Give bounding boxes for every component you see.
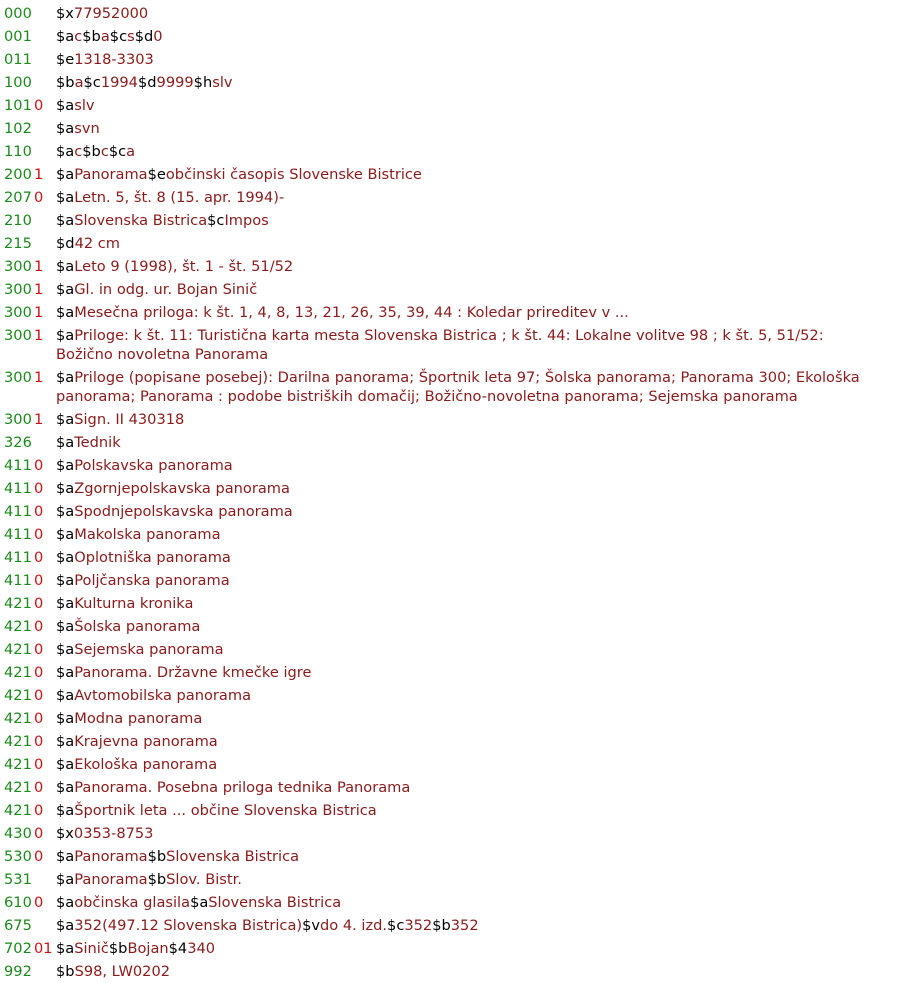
subfield-code: $a (56, 457, 75, 474)
subfield-code: $a (56, 641, 75, 658)
subfield-value: Avtomobilska panorama (74, 687, 252, 704)
subfield-code: $a (56, 756, 75, 773)
subfield-value: Panorama (74, 871, 148, 888)
subfield-value: Kulturna kronika (74, 595, 194, 612)
field-indicator: 0 (34, 802, 44, 819)
field-tag: 411 (4, 480, 32, 497)
field-indicator: 1 (34, 258, 44, 275)
field-tag: 421 (4, 779, 32, 796)
field-content (56, 368, 900, 406)
subfield-value: Leto 9 (1998), št. 1 - št. 51/52 (74, 258, 294, 275)
field-tag: 992 (4, 963, 32, 980)
field-indicator: 0 (34, 457, 44, 474)
subfield-value: 1318-3303 (74, 51, 154, 68)
subfield-value: Makolska panorama (74, 526, 221, 543)
field-content (56, 502, 900, 521)
field-row (4, 594, 900, 613)
subfield-value: Športnik leta ... občine Slovenska Bistrica (74, 802, 377, 819)
field-row (4, 801, 900, 820)
field-content (56, 50, 900, 69)
subfield-code: $a (56, 595, 75, 612)
field-content (56, 548, 900, 567)
field-row (4, 257, 900, 276)
subfield-code: $a (56, 710, 75, 727)
subfield-value: Šolska panorama (74, 618, 201, 635)
subfield-code: $a (56, 733, 75, 750)
subfield-code: $a (56, 212, 75, 229)
subfield-value: 9999 (156, 74, 194, 91)
field-content (56, 326, 900, 364)
field-tag: 421 (4, 641, 32, 658)
subfield-value: s (127, 28, 135, 45)
field-row (4, 96, 900, 115)
subfield-code: $x (56, 825, 74, 842)
subfield-code: $a (56, 802, 75, 819)
field-content (56, 571, 900, 590)
subfield-code: $b (82, 28, 101, 45)
field-indicator: 0 (34, 894, 44, 911)
field-tag: 300 (4, 369, 32, 386)
field-indicator: 0 (34, 618, 44, 635)
field-content (56, 916, 900, 935)
subfield-value: Sign. II 430318 (74, 411, 185, 428)
subfield-code: $x (56, 5, 74, 22)
subfield-value: Spodnjepolskavska panorama (74, 503, 293, 520)
subfield-value: a (126, 143, 136, 160)
field-indicator: 0 (34, 572, 44, 589)
subfield-value: 340 (187, 940, 216, 957)
field-indicator: 1 (34, 281, 44, 298)
subfield-code: $c (108, 143, 127, 160)
field-row (4, 548, 900, 567)
field-tag: 011 (4, 51, 32, 68)
field-indicator: 1 (34, 304, 44, 321)
field-tag: 411 (4, 572, 32, 589)
subfield-code: $b (147, 848, 167, 865)
subfield-value: Krajevna panorama (74, 733, 218, 750)
subfield-value: Tednik (74, 434, 121, 451)
field-content (56, 142, 900, 161)
subfield-value: 42 cm (74, 235, 121, 252)
field-indicator: 0 (34, 710, 44, 727)
field-tag: 702 (4, 940, 32, 957)
field-tag: 421 (4, 687, 32, 704)
field-row (4, 870, 900, 889)
subfield-value: Zgornjepolskavska panorama (74, 480, 290, 497)
subfield-code: $b (147, 871, 167, 888)
subfield-code: $a (56, 120, 75, 137)
subfield-code: $b (56, 74, 75, 91)
subfield-code: $c (207, 212, 225, 229)
subfield-code: $a (56, 434, 75, 451)
field-row (4, 50, 900, 69)
field-content (56, 119, 900, 138)
field-row (4, 4, 900, 23)
field-content (56, 640, 900, 659)
field-indicator: 0 (34, 825, 44, 842)
subfield-code: $h (193, 74, 213, 91)
subfield-code: $a (56, 411, 75, 428)
field-content (56, 4, 900, 23)
field-tag: 300 (4, 411, 32, 428)
field-indicator: 0 (34, 526, 44, 543)
subfield-value: Slov. Bistr. (166, 871, 242, 888)
subfield-code: $a (56, 549, 75, 566)
subfield-value: 0353-8753 (73, 825, 154, 842)
subfield-code: $b (432, 917, 451, 934)
field-content (56, 73, 900, 92)
field-tag: 300 (4, 258, 32, 275)
subfield-value: Panorama (74, 166, 148, 183)
field-row (4, 211, 900, 230)
subfield-code: $a (56, 304, 75, 321)
field-row (4, 479, 900, 498)
field-indicator: 0 (34, 97, 44, 114)
subfield-value: občinski časopis Slovenske Bistrice (165, 166, 422, 183)
field-content (56, 962, 900, 981)
field-tag: 100 (4, 74, 32, 91)
subfield-value: Priloge (popisane posebej): Darilna panorama; Športnik leta 97; Šolska panorama; Panorama 300; Ekološka panorama; Panorama : podobe bistriških domačij; Božično-novoletna panorama; Sejemska panorama (56, 369, 860, 405)
field-content (56, 280, 900, 299)
subfield-code: $a (56, 97, 75, 114)
subfield-code: $a (56, 189, 75, 206)
subfield-code: $a (56, 894, 75, 911)
field-content (56, 257, 900, 276)
subfield-code: $e (147, 166, 166, 183)
subfield-code: $b (82, 143, 101, 160)
subfield-code: $4 (168, 940, 188, 957)
field-content (56, 410, 900, 429)
field-row (4, 732, 900, 751)
subfield-value: a (74, 74, 84, 91)
subfield-code: $c (109, 28, 128, 45)
subfield-code: $a (190, 894, 209, 911)
field-tag: 000 (4, 5, 32, 22)
subfield-value: do 4. izd. (320, 917, 388, 934)
field-row (4, 326, 900, 364)
subfield-value: Slovenska Bistrica (166, 848, 300, 865)
subfield-value: c (74, 143, 83, 160)
field-tag: 675 (4, 917, 32, 934)
subfield-code: $a (56, 327, 75, 344)
subfield-value: Priloge: k št. 11: Turistična karta mesta Slovenska Bistrica ; k št. 44: Lokalne volitve 98 ; k št. 5, 51/52: Božično novoletna Panorama (56, 327, 824, 363)
subfield-code: $c (387, 917, 405, 934)
subfield-value: c (74, 28, 83, 45)
field-row (4, 916, 900, 935)
field-row (4, 893, 900, 912)
subfield-code: $a (56, 166, 75, 183)
subfield-code: $a (56, 28, 75, 45)
field-content (56, 778, 900, 797)
field-row (4, 368, 900, 406)
subfield-code: $a (56, 871, 75, 888)
subfield-code: $a (56, 572, 75, 589)
subfield-code: $d (134, 28, 154, 45)
subfield-code: $a (56, 526, 75, 543)
subfield-code: $b (108, 940, 128, 957)
field-indicator: 0 (34, 756, 44, 773)
field-content (56, 456, 900, 475)
field-tag: 421 (4, 802, 32, 819)
subfield-code: $a (56, 917, 75, 934)
subfield-code: $e (56, 51, 75, 68)
subfield-code: $a (56, 143, 75, 160)
subfield-code: $a (56, 687, 75, 704)
field-row (4, 755, 900, 774)
field-tag: 421 (4, 710, 32, 727)
subfield-value: Gl. in odg. ur. Bojan Sinič (74, 281, 258, 298)
subfield-code: $v (302, 917, 321, 934)
subfield-value: svn (74, 120, 100, 137)
field-indicator: 1 (34, 166, 44, 183)
field-content (56, 96, 900, 115)
field-row (4, 663, 900, 682)
subfield-value: Mesečna priloga: k št. 1, 4, 8, 13, 21, 26, 35, 39, 44 : Koledar prireditev v ... (74, 304, 629, 321)
subfield-code: $d (56, 235, 75, 252)
subfield-code: $a (56, 281, 75, 298)
subfield-code: $c (83, 74, 101, 91)
field-tag: 200 (4, 166, 32, 183)
field-tag: 411 (4, 503, 32, 520)
field-row (4, 165, 900, 184)
field-row (4, 709, 900, 728)
subfield-value: Ekološka panorama (74, 756, 218, 773)
field-tag: 110 (4, 143, 32, 160)
field-tag: 421 (4, 733, 32, 750)
field-row (4, 640, 900, 659)
field-tag: 101 (4, 97, 32, 114)
field-indicator: 0 (34, 549, 44, 566)
field-indicator: 0 (34, 595, 44, 612)
subfield-value: Modna panorama (74, 710, 203, 727)
field-tag: 300 (4, 327, 32, 344)
field-content (56, 594, 900, 613)
field-indicator: 1 (34, 327, 44, 344)
field-content (56, 893, 900, 912)
field-row (4, 525, 900, 544)
subfield-value: Slovenska Bistrica (208, 894, 342, 911)
field-indicator: 0 (34, 687, 44, 704)
field-content (56, 847, 900, 866)
field-indicator: 1 (34, 411, 44, 428)
field-row (4, 73, 900, 92)
subfield-code: $d (137, 74, 157, 91)
subfield-code: $a (56, 369, 75, 386)
field-row (4, 456, 900, 475)
field-row (4, 410, 900, 429)
field-content (56, 801, 900, 820)
field-tag: 102 (4, 120, 32, 137)
field-tag: 421 (4, 595, 32, 612)
field-content (56, 165, 900, 184)
field-tag: 421 (4, 756, 32, 773)
field-tag: 411 (4, 457, 32, 474)
field-row (4, 686, 900, 705)
field-tag: 207 (4, 189, 32, 206)
field-row (4, 571, 900, 590)
field-tag: 210 (4, 212, 32, 229)
field-tag: 215 (4, 235, 32, 252)
subfield-code: $b (56, 963, 75, 980)
subfield-value: Letn. 5, št. 8 (15. apr. 1994)- (74, 189, 285, 206)
field-indicator: 0 (34, 779, 44, 796)
field-row (4, 27, 900, 46)
field-row (4, 280, 900, 299)
field-row (4, 142, 900, 161)
field-tag: 300 (4, 304, 32, 321)
subfield-value: Oplotniška panorama (74, 549, 231, 566)
subfield-value: 352 (404, 917, 433, 934)
field-indicator: 01 (34, 940, 53, 957)
subfield-value: Bojan (127, 940, 169, 957)
subfield-code: $a (56, 848, 75, 865)
field-content (56, 939, 900, 958)
field-tag: 610 (4, 894, 32, 911)
subfield-value: 1994 (100, 74, 138, 91)
field-indicator: 0 (34, 480, 44, 497)
field-content (56, 211, 900, 230)
field-content (56, 303, 900, 322)
subfield-value: 352(497.12 Slovenska Bistrica) (74, 917, 303, 934)
subfield-value: slv (212, 74, 233, 91)
subfield-code: $a (56, 779, 75, 796)
subfield-value: Poljčanska panorama (74, 572, 230, 589)
subfield-value: občinska glasila (74, 894, 191, 911)
field-tag: 001 (4, 28, 32, 45)
subfield-code: $a (56, 664, 75, 681)
field-content (56, 433, 900, 452)
field-content (56, 27, 900, 46)
field-content (56, 188, 900, 207)
subfield-value: 352 (450, 917, 479, 934)
field-content (56, 755, 900, 774)
field-tag: 411 (4, 549, 32, 566)
field-row (4, 502, 900, 521)
field-row (4, 847, 900, 866)
field-row (4, 119, 900, 138)
field-indicator: 0 (34, 641, 44, 658)
field-indicator: 0 (34, 664, 44, 681)
field-content (56, 479, 900, 498)
field-content (56, 686, 900, 705)
subfield-code: $a (56, 480, 75, 497)
subfield-value: Polskavska panorama (74, 457, 233, 474)
subfield-value: a (100, 28, 110, 45)
subfield-value: Sinič (74, 940, 109, 957)
field-tag: 531 (4, 871, 32, 888)
subfield-value: Panorama (74, 848, 148, 865)
subfield-value: Sejemska panorama (74, 641, 224, 658)
subfield-code: $a (56, 503, 75, 520)
field-content (56, 824, 900, 843)
field-row (4, 778, 900, 797)
field-content (56, 617, 900, 636)
subfield-value: Panorama. Posebna priloga tednika Panorama (74, 779, 411, 796)
subfield-value: c (100, 143, 109, 160)
field-tag: 300 (4, 281, 32, 298)
field-row (4, 188, 900, 207)
field-content (56, 234, 900, 253)
field-tag: 421 (4, 664, 32, 681)
field-row (4, 303, 900, 322)
subfield-value: Slovenska Bistrica (74, 212, 208, 229)
field-indicator: 0 (34, 733, 44, 750)
field-content (56, 732, 900, 751)
field-content (56, 870, 900, 889)
subfield-code: $a (56, 618, 75, 635)
subfield-value: Impos (224, 212, 269, 229)
field-content (56, 709, 900, 728)
field-content (56, 525, 900, 544)
field-tag: 326 (4, 434, 32, 451)
subfield-code: $a (56, 940, 75, 957)
field-tag: 430 (4, 825, 32, 842)
field-row (4, 617, 900, 636)
field-row (4, 433, 900, 452)
subfield-code: $a (56, 258, 75, 275)
field-indicator: 0 (34, 848, 44, 865)
subfield-value: S98, LW0202 (74, 963, 171, 980)
field-indicator: 0 (34, 189, 44, 206)
field-tag: 530 (4, 848, 32, 865)
field-row (4, 234, 900, 253)
field-indicator: 0 (34, 503, 44, 520)
field-tag: 411 (4, 526, 32, 543)
subfield-value: 77952000 (73, 5, 149, 22)
field-tag: 421 (4, 618, 32, 635)
field-row (4, 824, 900, 843)
subfield-value: 0 (153, 28, 163, 45)
subfield-value: Panorama. Državne kmečke igre (74, 664, 312, 681)
field-indicator: 1 (34, 369, 44, 386)
subfield-value: slv (74, 97, 95, 114)
field-row (4, 962, 900, 981)
field-row (4, 939, 900, 958)
field-content (56, 663, 900, 682)
